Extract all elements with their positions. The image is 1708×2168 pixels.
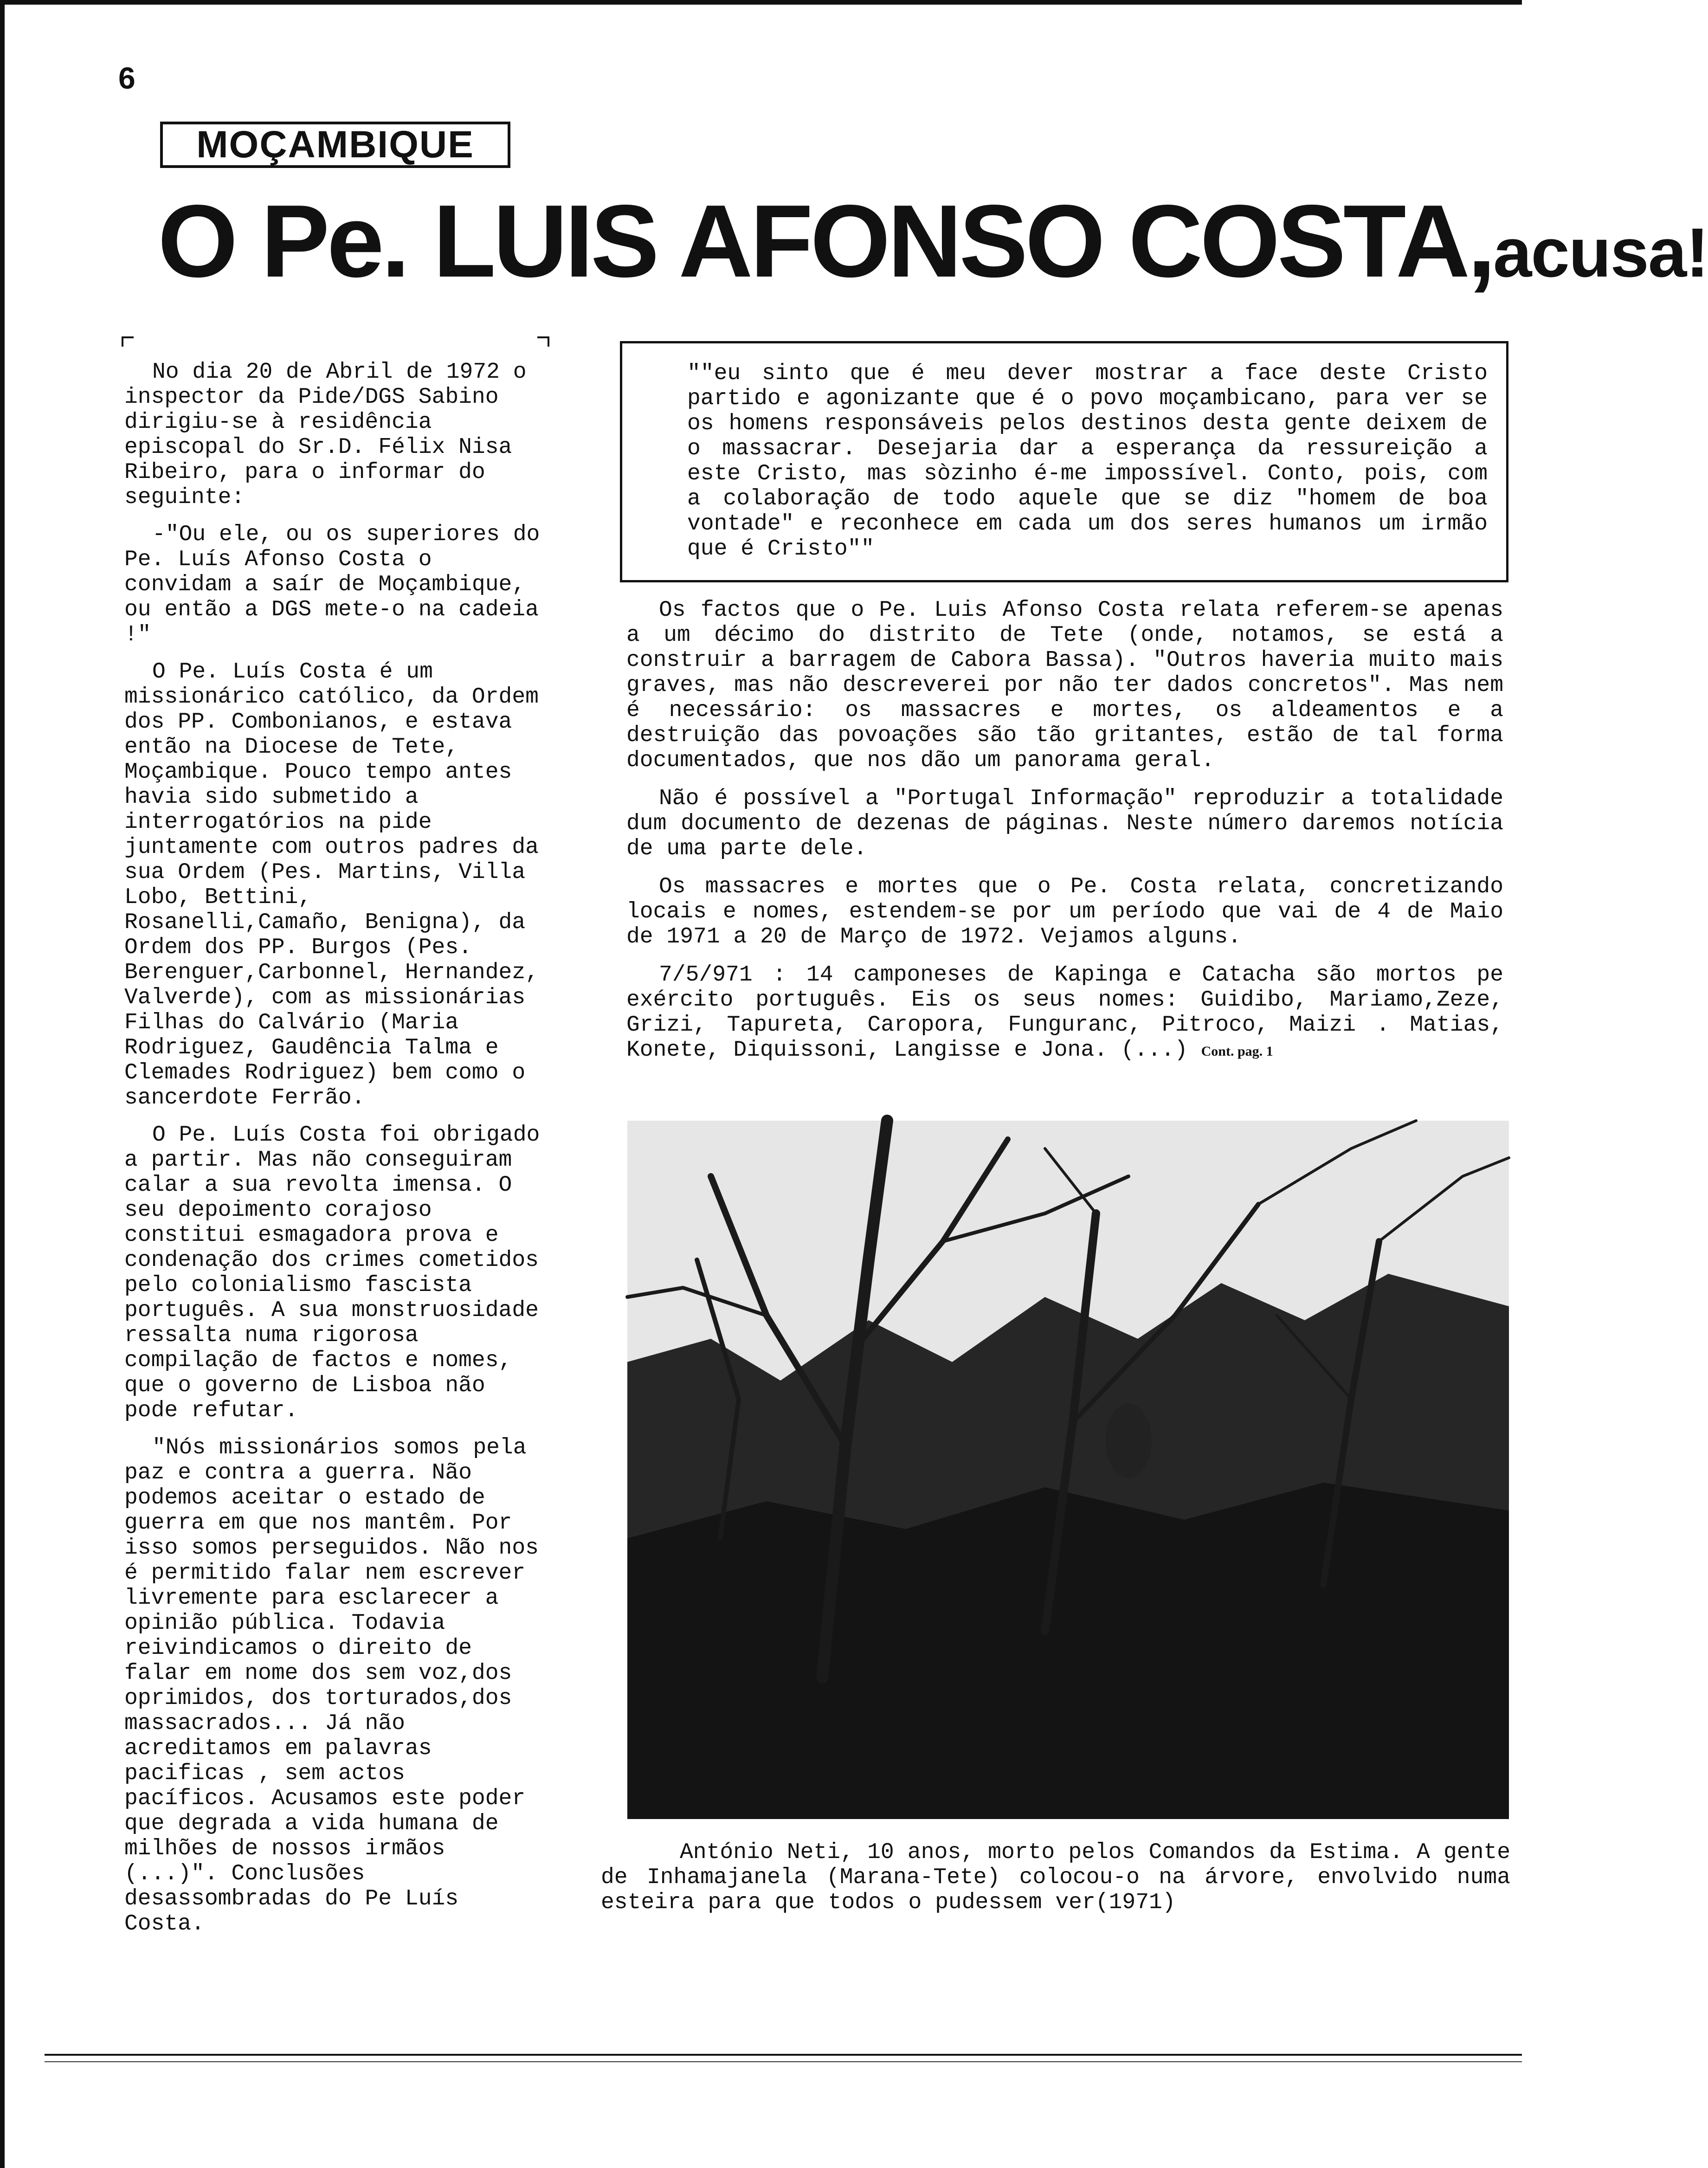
bottom-rule — [45, 2054, 1522, 2056]
left-paragraph-3: O Pe. Luís Costa foi obrigado a partir. Mas não conseguiram calar a sua revolta imensa. O seu depoimento corajoso constitui esmagadora prova e condenação dos crimes cometidos pelo colonialismo fascista português. A sua monstruosidade ressalta numa rigorosa compilação de factos e nomes, que o governo de Lisboa não pode refutar. — [124, 1123, 540, 1423]
massacre-list: 7/5/971 : 14 camponeses de Kapinga e Catacha são mortos pe exército português. Eis os seus nomes: Guidibo, Mariamo,Zeze, Grizi, Tapureta, Caropora, Funguranc, Pitroco, Maizi . Matias, Konete, Diquissoni, Langisse e Jona. (...) — [626, 962, 1503, 1063]
headline — [158, 183, 1708, 299]
column-corner-right — [537, 336, 549, 347]
right-column — [626, 598, 1503, 1077]
continued-note: Cont. pag. 1 — [1201, 1044, 1273, 1059]
right-paragraph-2: Não é possível a "Portugal Informação" reproduzir a totalidade dum documento de dezenas de páginas. Neste número daremos notícia de uma parte dele. — [626, 786, 1503, 861]
column-corner-left — [122, 336, 134, 347]
left-paragraph-4: "Nós missionários somos pela paz e contra a guerra. Não podemos aceitar o estado de guerra em que nos mantêm. Por isso somos perseguidos. Não nos é permitido falar nem escrever livremente para esclarecer a opinião pública. Todavia reivindicamos o direito de falar em nome dos sem voz,dos oprimidos, dos torturados,dos massacrados... Já não acreditamos em palavras pacificas , sem actos pacíficos. Acusamos este poder que degrada a vida humana de milhões de nossos irmãos (...)". Conclusões desassombradas do Pe Luís Costa. — [124, 1435, 539, 1936]
photo-tree — [627, 1121, 1509, 1819]
headline-suffix: acusa! — [1493, 213, 1708, 291]
left-paragraph-2: O Pe. Luís Costa é um missionárico católico, da Ordem dos PP. Combonianos, e estava então na Diocese de Tete, Moçambique. Pouco tempo antes havia sido submetido a interrogatórios na pide juntamente com outros padres da sua Ordem (Pes. Martins, Villa Lobo, Bettini, Rosanelli,Camaño, Benigna), da Ordem dos PP. Burgos (Pes. Berenguer,Carbonnel, Hernandez, Valverde), com as missionárias Filhas do Calvário (Maria Rodriguez, Gaudência Talma e Clemades Rodriguez) bem como o sancerdote Ferrão. — [124, 659, 539, 1110]
right-paragraph-3: Os massacres e mortes que o Pe. Costa relata, concretizando locais e nomes, estendem-se por um período que vai de 4 de Maio de 1971 a 20 de Março de 1972. Vejamos alguns. — [626, 874, 1503, 949]
bottom-rule-thin — [45, 2061, 1522, 2062]
photo-caption — [601, 1840, 1510, 1915]
right-paragraph-1: Os factos que o Pe. Luis Afonso Costa relata referem-se apenas a um décimo do distrito de Tete (onde, notamos, se está a construir a barragem de Cabora Bassa). "Outros haveria muito mais graves, mas não descreverei por não ter dados concretos". Mas nem é necessário: os massacres e mortes, os aldeamentos e a destruição das povoações são tão gritantes, estão de tal forma documentados, que nos dão um panorama geral. — [626, 598, 1503, 773]
pide-quote: -"Ou ele, ou os superiores do Pe. Luís Afonso Costa o convidam a saír de Moçambique, ou então a DGS mete-o na cadeia !" — [124, 522, 540, 647]
headline-main: O Pe. LUIS AFONSO COSTA, — [158, 184, 1493, 299]
photo-tree-image — [627, 1121, 1509, 1819]
left-border — [0, 0, 5, 2168]
right-paragraph-4 — [626, 962, 1503, 1064]
photo-caption-text: António Neti, 10 anos, morto pelos Comandos da Estima. A gente de Inhamajanela (Marana-Tete) colocou-o na árvore, envolvido numa esteira para que todos o pudessem ver(1971) — [601, 1840, 1510, 1915]
top-border — [0, 0, 1522, 5]
left-paragraph-1: No dia 20 de Abril de 1972 o inspector da Pide/DGS Sabino dirigiu-se à residência episcopal do Sr.D. Félix Nisa Ribeiro, para o informar do seguinte: — [124, 360, 527, 510]
quote-box — [620, 341, 1508, 582]
left-column — [124, 360, 551, 1936]
section-label: MOÇAMBIQUE — [160, 122, 510, 168]
quote-box-text: ""eu sinto que é meu dever mostrar a face deste Cristo partido e agonizante que é o povo moçambicano, para ver se os homens responsáveis pelos destinos desta gente deixem de o massacrar. Desejaria dar a esperança da ressureição a este Cristo, mas sòzinho é-me impossível. Conto, pois, com a colaboração de todo aquele que se diz "homem de boa vontade" e reconhece em cada um dos seres humanos um irmão que é Cristo"" — [687, 361, 1488, 561]
page-number: 6 — [118, 61, 135, 95]
